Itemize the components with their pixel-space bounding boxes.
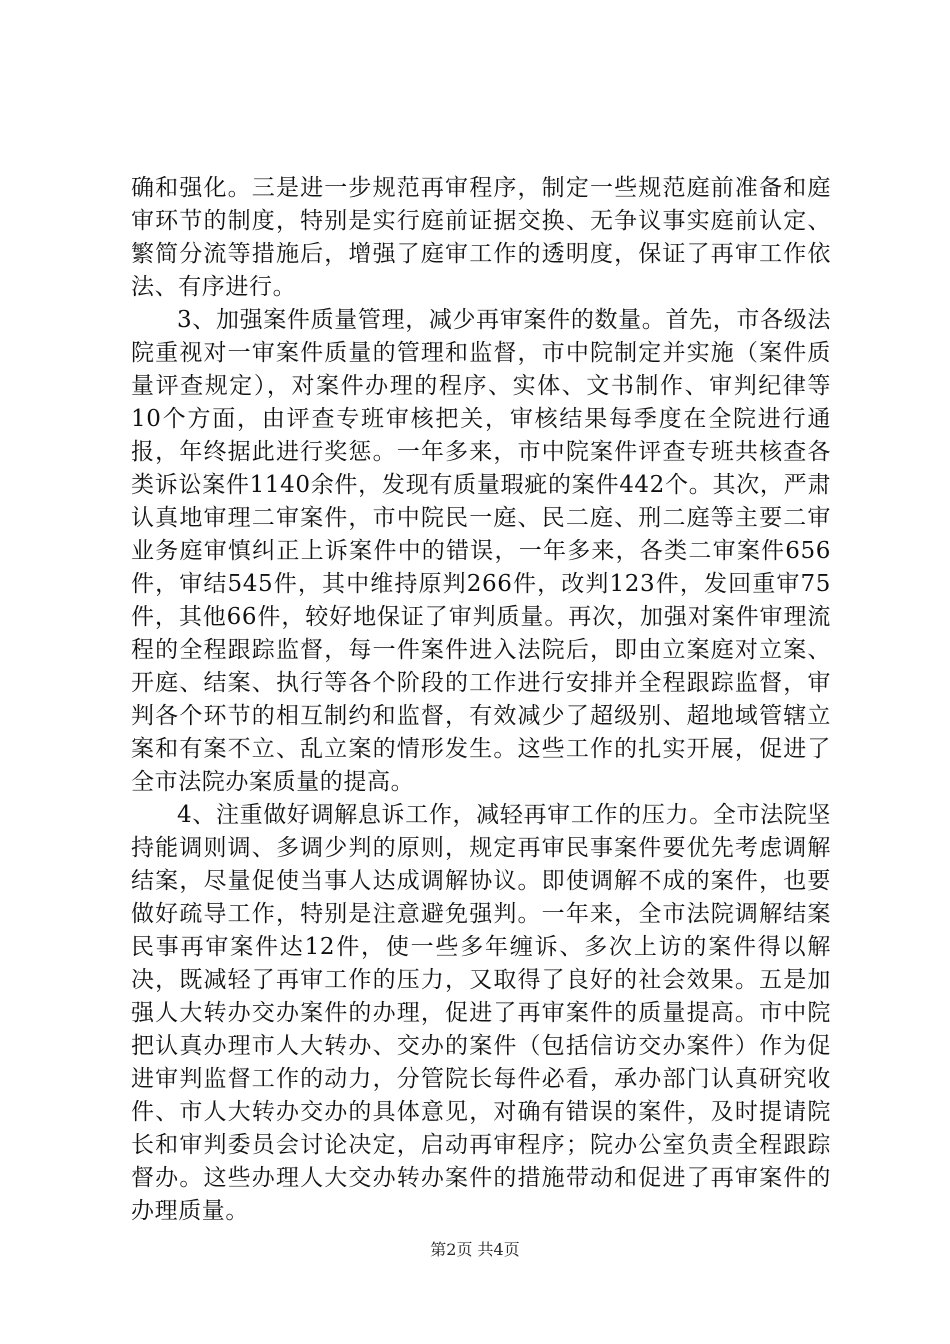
paragraph-quality-management: 3、加强案件质量管理，减少再审案件的数量。首先，市各级法院重视对一审案件质量的管理和监督，市中院制定并实施（案件质量评查规定），对案件办理的程序、实体、文书制作、审判纪律等10个方面，由评查专班审核把关，审核结果每季度在全院进行通报，年终据此进行奖惩。一年多来，市中院案件评查专班共核查各类诉讼案件1140余件，发现有质量瑕疵的案件442个。其次，严肃认真地审理二审案件，市中院民一庭、民二庭、刑二庭等主要二审业务庭审慎纠正上诉案件中的错误，一年多来，各类二审案件656件，审结545件，其中维持原判266件，改判123件，发回重审75件，其他66件，较好地保证了审判质量。再次，加强对案件审理流程的全程跟踪监督，每一件案件进入法院后，即由立案庭对立案、开庭、结案、执行等各个阶段的工作进行安排并全程跟踪监督，审判各个环节的相互制约和监督，有效减少了超级别、超地域管辖立案和有案不立、乱立案的情形发生。这些工作的扎实开展，促进了全市法院办案质量的提高。 [131, 307, 831, 795]
document-body [131, 172, 831, 1228]
paragraph-continuation: 确和强化。三是进一步规范再审程序，制定一些规范庭前准备和庭审环节的制度，特别是实行庭前证据交换、无争议事实庭前认定、繁简分流等措施后，增强了庭审工作的透明度，保证了再审工作依法、有序进行。 [131, 175, 831, 300]
page-footer: 第2页 共4页 [430, 1240, 520, 1259]
paragraph-mediation: 4、注重做好调解息诉工作，减轻再审工作的压力。全市法院坚持能调则调、多调少判的原则，规定再审民事案件要优先考虑调解结案，尽量促使当事人达成调解协议。即使调解不成的案件，也要做好疏导工作，特别是注意避免强判。一年来，全市法院调解结案民事再审案件达12件，使一些多年缠诉、多次上访的案件得以解决，既减轻了再审工作的压力，又取得了良好的社会效果。五是加强人大转办交办案件的办理，促进了再审案件的质量提高。市中院把认真办理市人大转办、交办的案件（包括信访交办案件）作为促进审判监督工作的动力，分管院长每件必看，承办部门认真研究收件、市人大转办交办的具体意见，对确有错误的案件，及时提请院长和审判委员会讨论决定，启动再审程序；院办公室负责全程跟踪督办。这些办理人大交办转办案件的措施带动和促进了再审案件的办理质量。 [131, 802, 831, 1224]
